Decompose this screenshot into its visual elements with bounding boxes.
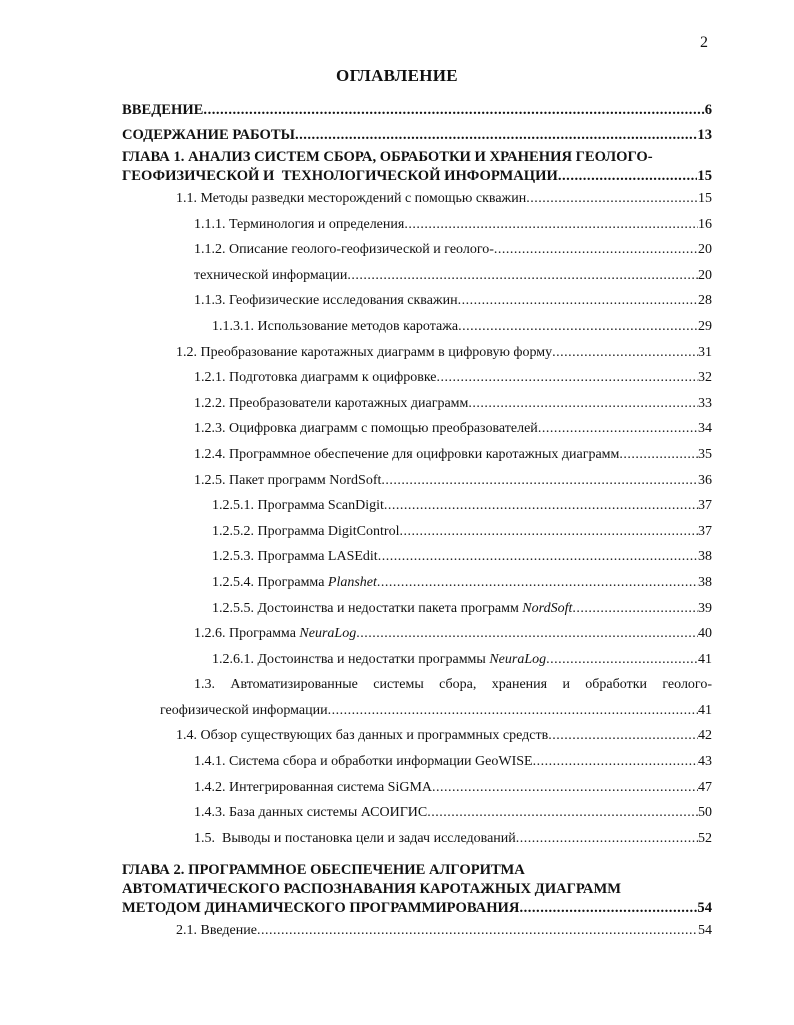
- page-title: ОГЛАВЛЕНИЕ: [336, 66, 458, 85]
- dot-leader: [552, 340, 698, 366]
- dot-leader: [526, 186, 698, 212]
- toc-entry: [122, 899, 712, 918]
- toc-entry-title: [194, 442, 619, 468]
- dot-leader: [295, 123, 697, 148]
- toc-entry-text: 1.2.5.3. Программа LASEdit: [212, 549, 378, 565]
- toc-entry-page: 54: [698, 923, 712, 939]
- toc-entry-title: [122, 148, 653, 167]
- toc-entry-text: 1.1.2. Описание геолого-геофизической и геолого-: [194, 242, 494, 258]
- toc-entry-text: технической информации: [194, 267, 348, 283]
- dot-leader: [538, 416, 698, 442]
- toc-entry-page: 38: [698, 549, 712, 565]
- toc-entry-italic-text: NeuraLog: [489, 651, 547, 667]
- toc-entry-text: 1.4.1. Система сбора и обработки информации GeoWISE: [194, 754, 533, 770]
- toc-entry-text: 1.1. Методы разведки месторождений с помощью скважин: [176, 191, 527, 206]
- toc-entry-text: АВТОМАТИЧЕСКОГО РАСПОЗНАВАНИЯ КАРОТАЖНЫХ ДИАГРАММ: [122, 881, 621, 898]
- toc-entry-italic-text: Planshet: [327, 574, 377, 590]
- toc-entry-text: 1.1.3. Геофизические исследования скважин: [194, 293, 458, 309]
- toc-entry: [194, 365, 712, 391]
- toc-entry-page: 42: [698, 728, 712, 744]
- toc-entry-title: [194, 621, 356, 647]
- toc-entry-title: [194, 391, 468, 417]
- toc-entry: [194, 826, 712, 852]
- toc-entry-page: 37: [698, 523, 712, 539]
- dot-leader: [437, 365, 698, 391]
- toc-entry: [212, 519, 712, 545]
- toc-entry-page: 15: [697, 168, 712, 184]
- toc-entry: [194, 288, 712, 314]
- dot-leader: [404, 212, 698, 238]
- toc-entry-page: 33: [698, 395, 712, 411]
- toc-entry-text: ГЕОФИЗИЧЕСКОЙ И ТЕХНОЛОГИЧЕСКОЙ ИНФОРМАЦИИ: [122, 168, 558, 184]
- toc-entry-text: 1.2.4. Программное обеспечение для оцифровки каротажных диаграмм: [194, 446, 620, 462]
- toc-entry: [194, 468, 712, 494]
- toc-entry-page: 41: [698, 702, 712, 718]
- toc-entry-title: [194, 826, 516, 852]
- table-of-contents: [0, 98, 794, 944]
- toc-entry-text: геофизической информации: [160, 702, 328, 718]
- toc-entry: [194, 442, 712, 468]
- toc-entry-title: [122, 880, 621, 899]
- toc-entry-text: 1.5. Выводы и постановка цели и задач исследований: [194, 830, 516, 846]
- toc-entry-page: 52: [698, 830, 712, 846]
- toc-entry: [194, 775, 712, 801]
- dot-leader: [519, 899, 697, 918]
- toc-entry: [176, 918, 712, 944]
- toc-entry-italic-text: NordSoft: [522, 600, 573, 616]
- toc-entry-title: [194, 212, 404, 238]
- dot-leader: [458, 288, 698, 314]
- toc-entry-title: [194, 365, 437, 391]
- toc-entry-text: ГЛАВА 1. АНАЛИЗ СИСТЕМ СБОРА, ОБРАБОТКИ И ХРАНЕНИЯ ГЕОЛОГО-: [122, 149, 653, 165]
- toc-entry-page: 6: [704, 102, 712, 118]
- toc-entry-title: [122, 98, 203, 123]
- toc-entry-page: 37: [698, 498, 712, 514]
- toc-entry-title: [122, 899, 519, 918]
- toc-entry: [212, 544, 712, 570]
- dot-leader: [619, 442, 698, 468]
- toc-entry-title: [212, 519, 399, 545]
- dot-leader: [432, 775, 698, 801]
- toc-entry-page: 29: [698, 318, 712, 334]
- toc-entry-text: 1.2.6.1. Достоинства и недостатки программы: [212, 651, 490, 667]
- toc-entry: [212, 314, 712, 340]
- dot-leader: [384, 493, 698, 519]
- toc-entry-title: [194, 416, 538, 442]
- toc-entry: [194, 391, 712, 417]
- toc-entry-text: МЕТОДОМ ДИНАМИЧЕСКОГО ПРОГРАММИРОВАНИЯ: [122, 900, 520, 917]
- toc-entry-page: 54: [697, 900, 712, 917]
- toc-entry-title: [194, 263, 347, 289]
- toc-entry-title: [176, 723, 548, 749]
- toc-entry: [194, 237, 712, 263]
- toc-entry-title: [194, 672, 712, 698]
- toc-entry: [194, 263, 712, 289]
- toc-entry-text: 1.4.3. База данных системы АСОИГИС: [194, 805, 428, 821]
- toc-entry-title: [194, 237, 494, 263]
- dot-leader: [377, 570, 698, 596]
- toc-entry-text: 1.3. Автоматизированные системы сбора, хранения и обработки геолого-: [194, 677, 712, 693]
- toc-entry: [194, 800, 712, 826]
- toc-entry-title: [212, 544, 378, 570]
- toc-entry-text: 1.2.5. Пакет программ NordSoft: [194, 472, 382, 488]
- toc-entry-text: ГЛАВА 2. ПРОГРАММНОЕ ОБЕСПЕЧЕНИЕ АЛГОРИТМА: [122, 862, 525, 879]
- dot-leader: [347, 263, 698, 289]
- toc-entry-title: [194, 800, 427, 826]
- toc-entry-page: 36: [698, 472, 712, 488]
- toc-entry-text: 1.2.5.1. Программа ScanDigit: [212, 498, 384, 514]
- toc-entry-text: 1.2.1. Подготовка диаграмм к оцифровке: [194, 370, 437, 386]
- toc-entry: [176, 723, 712, 749]
- toc-entry-title: [212, 493, 384, 519]
- toc-entry-text: 1.1.3.1. Использование методов каротажа: [212, 318, 459, 334]
- dot-leader: [328, 698, 698, 724]
- dot-leader: [381, 468, 698, 494]
- dot-leader: [399, 519, 698, 545]
- toc-entry-page: 28: [698, 293, 712, 309]
- dot-leader: [572, 596, 698, 622]
- toc-entry: [194, 212, 712, 238]
- toc-entry-title: [122, 167, 558, 186]
- toc-entry-text: 1.2.6. Программа: [194, 626, 300, 642]
- toc-entry: [122, 861, 712, 880]
- dot-leader: [468, 391, 698, 417]
- toc-entry-page: 38: [698, 574, 712, 590]
- toc-entry-page: 35: [698, 446, 712, 462]
- dot-leader: [458, 314, 698, 340]
- toc-entry: [160, 698, 712, 724]
- toc-entry-italic-text: NeuraLog: [299, 626, 357, 642]
- toc-entry-page: 20: [698, 242, 712, 258]
- toc-entry-text: СОДЕРЖАНИЕ РАБОТЫ: [122, 127, 295, 143]
- page-number: 2: [700, 34, 708, 51]
- toc-entry-title: [122, 123, 295, 148]
- toc-entry-page: 50: [698, 805, 712, 821]
- toc-entry-page: 47: [698, 779, 712, 795]
- toc-entry-text: 1.2.3. Оцифровка диаграмм с помощью преобразователей: [194, 421, 538, 437]
- toc-entry: [122, 167, 712, 186]
- dot-leader: [494, 237, 698, 263]
- toc-entry-title: [194, 749, 533, 775]
- toc-entry-title: [176, 918, 257, 944]
- dot-leader: [356, 621, 698, 647]
- toc-entry-page: 15: [698, 191, 712, 206]
- toc-entry-page: 39: [698, 600, 712, 616]
- toc-entry-title: [212, 596, 572, 622]
- toc-entry-page: 43: [698, 754, 712, 770]
- dot-leader: [257, 918, 698, 944]
- toc-entry-title: [212, 647, 546, 673]
- dot-leader: [203, 98, 704, 123]
- toc-entry: [176, 340, 712, 366]
- toc-entry-title: [194, 775, 432, 801]
- toc-entry-text: 1.4.2. Интегрированная система SiGMA: [194, 779, 433, 795]
- toc-entry: [212, 596, 712, 622]
- dot-leader: [558, 167, 698, 186]
- toc-entry-title: [176, 340, 552, 366]
- toc-entry-text: 1.2.2. Преобразователи каротажных диаграмм: [194, 395, 469, 411]
- toc-entry-text: 1.1.1. Терминология и определения: [194, 216, 405, 232]
- toc-entry: [176, 186, 712, 212]
- toc-entry-text: 1.4. Обзор существующих баз данных и программных средств: [176, 728, 549, 744]
- toc-entry-text: 1.2.5.2. Программа DigitControl: [212, 523, 400, 539]
- toc-entry-page: 13: [697, 127, 712, 143]
- toc-entry-page: 32: [698, 370, 712, 386]
- toc-entry: [212, 570, 712, 596]
- dot-leader: [548, 723, 698, 749]
- toc-entry-title: [176, 186, 526, 212]
- toc-entry-page: 16: [698, 216, 712, 232]
- dot-leader: [533, 749, 698, 775]
- toc-entry-text: 1.2. Преобразование каротажных диаграмм в цифровую форму: [176, 344, 553, 360]
- toc-entry: [194, 749, 712, 775]
- toc-entry: [122, 98, 712, 123]
- dot-leader: [516, 826, 698, 852]
- toc-entry-text: ВВЕДЕНИЕ: [122, 102, 204, 118]
- toc-entry-text: 1.2.5.5. Достоинства и недостатки пакета программ: [212, 600, 523, 616]
- dot-leader: [378, 544, 698, 570]
- toc-entry-page: 20: [698, 267, 712, 283]
- toc-entry-title: [194, 468, 381, 494]
- dot-leader: [546, 647, 698, 673]
- toc-entry: [122, 123, 712, 148]
- toc-entry: [212, 647, 712, 673]
- toc-entry-page: 40: [698, 626, 712, 642]
- toc-entry-title: [160, 698, 328, 724]
- toc-entry: [122, 880, 712, 899]
- toc-entry: [194, 621, 712, 647]
- toc-entry-page: 41: [698, 651, 712, 667]
- toc-entry-page: 34: [698, 421, 712, 437]
- toc-entry-title: [194, 288, 458, 314]
- toc-entry-page: 31: [698, 344, 712, 360]
- toc-entry: [212, 493, 712, 519]
- dot-leader: [427, 800, 698, 826]
- toc-entry-title: [122, 861, 525, 880]
- toc-entry-title: [212, 314, 458, 340]
- toc-entry-text: 2.1. Введение: [176, 923, 257, 939]
- toc-entry: [122, 148, 712, 167]
- toc-entry-title: [212, 570, 377, 596]
- toc-entry: [194, 672, 712, 698]
- toc-entry: [194, 416, 712, 442]
- toc-entry-text: 1.2.5.4. Программа: [212, 574, 328, 590]
